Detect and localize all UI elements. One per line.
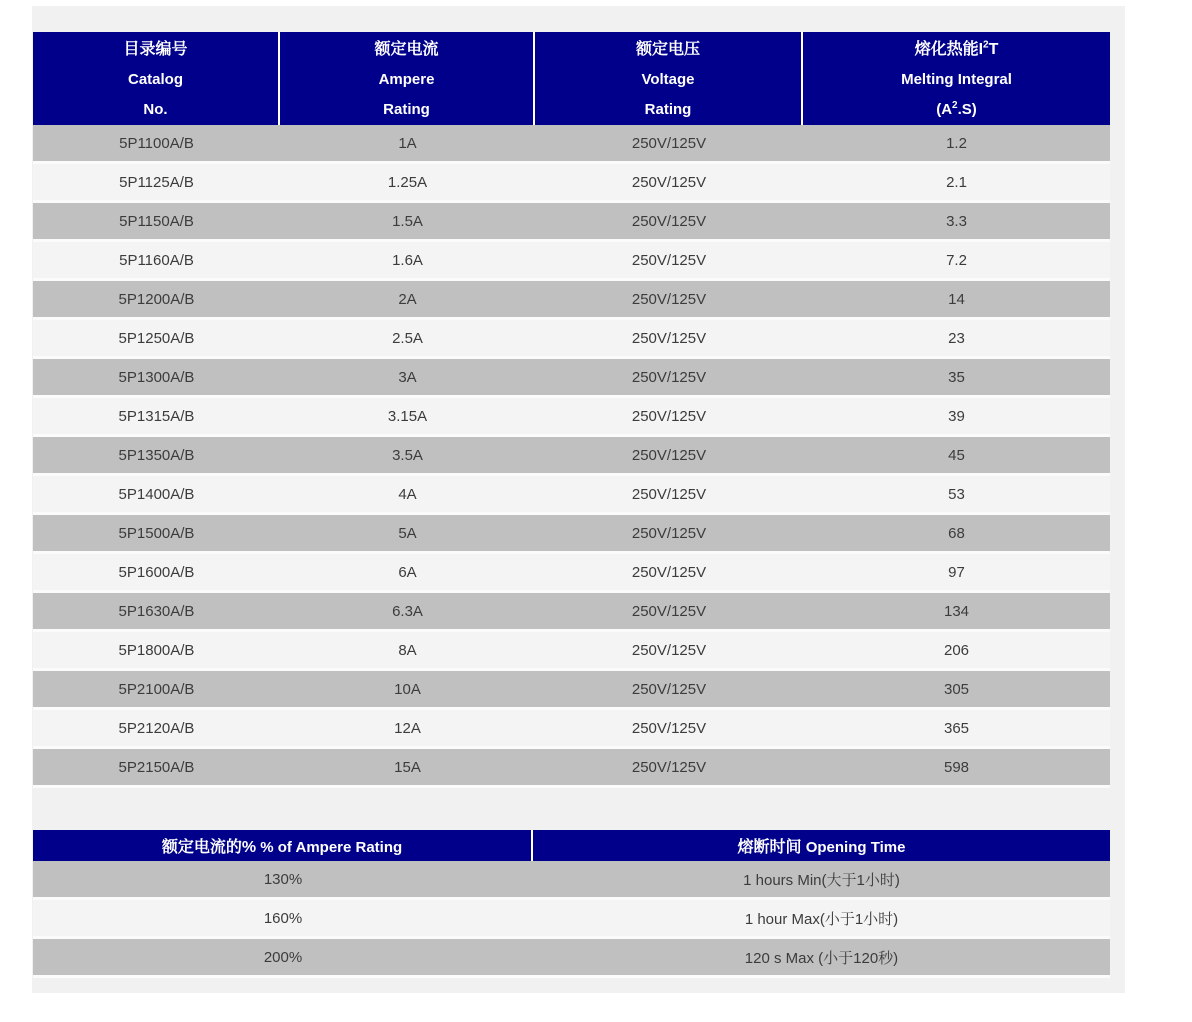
cell-melting-integral: 35: [803, 359, 1110, 398]
cell-ampere-rating: 8A: [280, 632, 535, 671]
header-percent-of-ampere: [33, 830, 533, 861]
cell-voltage-rating: 250V/125V: [535, 359, 803, 398]
header-voltage-en1: Voltage: [641, 70, 695, 88]
melting-cn-suffix: T: [988, 40, 999, 58]
cell-ampere-rating: 3.5A: [280, 437, 535, 476]
melting-unit-prefix: (A: [936, 100, 953, 118]
cell-melting-integral: 68: [803, 515, 1110, 554]
header-ampere-rating: [280, 32, 535, 125]
cell-melting-integral: 2.1: [803, 164, 1110, 203]
cell-voltage-rating: 250V/125V: [535, 437, 803, 476]
cell-melting-integral: 14: [803, 281, 1110, 320]
cell-opening-time: 1 hours Min(大于1小时): [533, 861, 1110, 900]
cell-catalog-no: 5P2150A/B: [33, 749, 280, 788]
cell-melting-integral: 206: [803, 632, 1110, 671]
cell-ampere-rating: 2.5A: [280, 320, 535, 359]
opening-table-header-row: [33, 830, 1110, 861]
cell-voltage-rating: 250V/125V: [535, 203, 803, 242]
cell-voltage-rating: 250V/125V: [535, 554, 803, 593]
fuse-spec-table: [33, 32, 1110, 788]
cell-catalog-no: 5P2120A/B: [33, 710, 280, 749]
cell-voltage-rating: 250V/125V: [535, 281, 803, 320]
cell-catalog-no: 5P1800A/B: [33, 632, 280, 671]
cell-ampere-rating: 15A: [280, 749, 535, 788]
cell-catalog-no: 5P1315A/B: [33, 398, 280, 437]
table-row: [33, 554, 1110, 593]
time-header-en: Opening Time: [801, 839, 906, 856]
fuse-table-body: [33, 125, 1110, 788]
header-melting-cn: [803, 35, 1110, 65]
cell-voltage-rating: 250V/125V: [535, 242, 803, 281]
header-ampere-en2: Rating: [383, 100, 430, 118]
cell-voltage-rating: 250V/125V: [535, 671, 803, 710]
table-row: [33, 164, 1110, 203]
table-row: [33, 281, 1110, 320]
cell-voltage-rating: 250V/125V: [535, 710, 803, 749]
table-row: [33, 203, 1110, 242]
cell-melting-integral: 1.2: [803, 125, 1110, 164]
opening-time-table: [33, 830, 1110, 978]
cell-catalog-no: 5P1630A/B: [33, 593, 280, 632]
table-row: [33, 320, 1110, 359]
cell-catalog-no: 5P1125A/B: [33, 164, 280, 203]
cell-melting-integral: 305: [803, 671, 1110, 710]
header-melting-unit: [803, 95, 1110, 125]
cell-opening-time: 1 hour Max(小于1小时): [533, 900, 1110, 939]
cell-catalog-no: 5P1400A/B: [33, 476, 280, 515]
cell-ampere-rating: 4A: [280, 476, 535, 515]
cell-ampere-rating: 1.6A: [280, 242, 535, 281]
opening-table-body: [33, 861, 1110, 978]
cell-melting-integral: 53: [803, 476, 1110, 515]
melting-cn-prefix: 熔化热能I: [914, 40, 984, 58]
table-row: [33, 671, 1110, 710]
cell-melting-integral: 7.2: [803, 242, 1110, 281]
cell-catalog-no: 5P1150A/B: [33, 203, 280, 242]
cell-catalog-no: 5P1350A/B: [33, 437, 280, 476]
cell-opening-time: 120 s Max (小于120秒): [533, 939, 1110, 978]
cell-ampere-rating: 3A: [280, 359, 535, 398]
cell-voltage-rating: 250V/125V: [535, 476, 803, 515]
cell-voltage-rating: 250V/125V: [535, 515, 803, 554]
cell-melting-integral: 598: [803, 749, 1110, 788]
cell-ampere-rating: 1.25A: [280, 164, 535, 203]
cell-catalog-no: 5P1200A/B: [33, 281, 280, 320]
cell-ampere-rating: 1.5A: [280, 203, 535, 242]
cell-catalog-no: 5P1100A/B: [33, 125, 280, 164]
cell-catalog-no: 5P1500A/B: [33, 515, 280, 554]
header-catalog-no: [33, 32, 280, 125]
table-row: [33, 515, 1110, 554]
table-row: [33, 939, 1110, 978]
header-melting-integral: [803, 32, 1110, 125]
cell-catalog-no: 5P2100A/B: [33, 671, 280, 710]
cell-catalog-no: 5P1160A/B: [33, 242, 280, 281]
table-row: [33, 242, 1110, 281]
table-row: [33, 359, 1110, 398]
percent-header-cn: 额定电流的%: [161, 839, 257, 856]
cell-voltage-rating: 250V/125V: [535, 593, 803, 632]
table-row: [33, 710, 1110, 749]
percent-header-en: % of Ampere Rating: [256, 839, 403, 856]
table-row: [33, 861, 1110, 900]
cell-ampere-rating: 12A: [280, 710, 535, 749]
header-voltage-cn: 额定电压: [635, 40, 700, 58]
cell-percent-of-ampere: 160%: [33, 900, 533, 939]
melting-unit-sup: 2: [952, 99, 958, 111]
cell-voltage-rating: 250V/125V: [535, 320, 803, 359]
header-catalog-en1: Catalog: [127, 70, 183, 88]
header-ampere-en1: Ampere: [378, 70, 435, 88]
cell-melting-integral: 134: [803, 593, 1110, 632]
cell-voltage-rating: 250V/125V: [535, 398, 803, 437]
header-catalog-cn: 目录编号: [123, 40, 188, 58]
table-row: [33, 437, 1110, 476]
table-row: [33, 398, 1110, 437]
cell-percent-of-ampere: 130%: [33, 861, 533, 900]
header-catalog-en2: No.: [143, 100, 168, 118]
cell-melting-integral: 45: [803, 437, 1110, 476]
cell-ampere-rating: 5A: [280, 515, 535, 554]
table-row: [33, 632, 1110, 671]
melting-cn-sup: 2: [983, 39, 989, 51]
header-voltage-rating: [535, 32, 803, 125]
cell-melting-integral: 39: [803, 398, 1110, 437]
table-row: [33, 900, 1110, 939]
table-row: [33, 476, 1110, 515]
table-row: [33, 749, 1110, 788]
fuse-table-header-row: [33, 32, 1110, 125]
cell-voltage-rating: 250V/125V: [535, 125, 803, 164]
cell-catalog-no: 5P1300A/B: [33, 359, 280, 398]
time-header-cn: 熔断时间: [737, 839, 802, 856]
table-row: [33, 125, 1110, 164]
header-voltage-en2: Rating: [644, 100, 692, 118]
cell-melting-integral: 365: [803, 710, 1110, 749]
header-ampere-cn: 额定电流: [374, 40, 439, 58]
cell-ampere-rating: 2A: [280, 281, 535, 320]
cell-ampere-rating: 10A: [280, 671, 535, 710]
cell-ampere-rating: 6.3A: [280, 593, 535, 632]
cell-catalog-no: 5P1600A/B: [33, 554, 280, 593]
cell-voltage-rating: 250V/125V: [535, 164, 803, 203]
cell-ampere-rating: 3.15A: [280, 398, 535, 437]
melting-unit-suffix: .S): [957, 100, 977, 118]
cell-catalog-no: 5P1250A/B: [33, 320, 280, 359]
cell-melting-integral: 3.3: [803, 203, 1110, 242]
cell-percent-of-ampere: 200%: [33, 939, 533, 978]
cell-ampere-rating: 1A: [280, 125, 535, 164]
cell-voltage-rating: 250V/125V: [535, 749, 803, 788]
cell-ampere-rating: 6A: [280, 554, 535, 593]
cell-voltage-rating: 250V/125V: [535, 632, 803, 671]
header-opening-time: [533, 830, 1110, 861]
table-row: [33, 593, 1110, 632]
header-melting-en: Melting Integral: [901, 70, 1012, 88]
cell-melting-integral: 97: [803, 554, 1110, 593]
cell-melting-integral: 23: [803, 320, 1110, 359]
